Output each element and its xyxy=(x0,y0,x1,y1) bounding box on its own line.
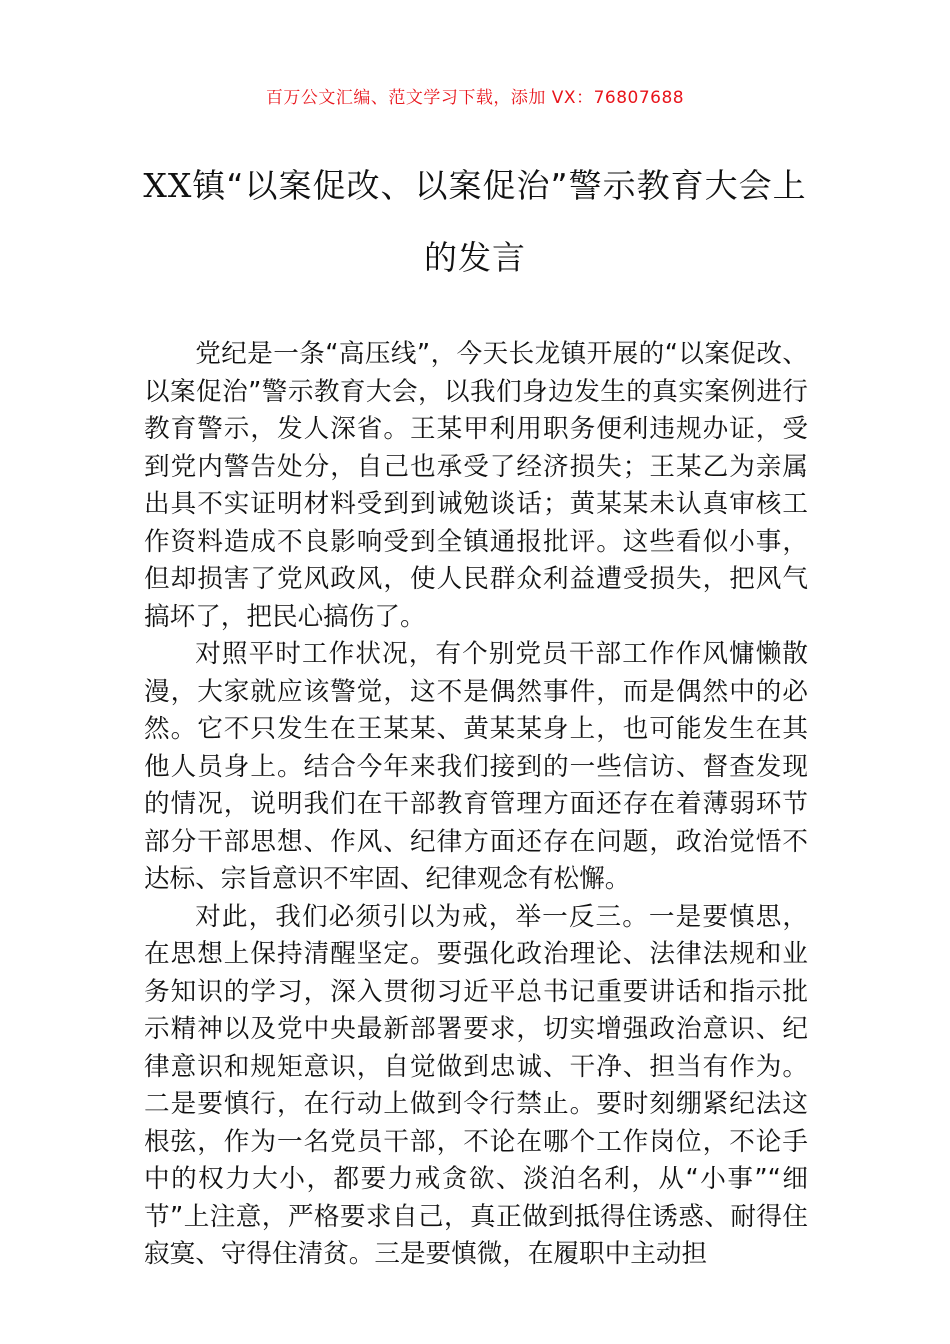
paragraph-3: 对此，我们必须引以为戒，举一反三。一是要慎思，在思想上保持清醒坚定。要强化政治理论、法律法规和业务知识的学习，深入贯彻习近平总书记重要讲话和指示批示精神以及党中央最新部署要求，切实增强政治意识、纪律意识和规矩意识，自觉做到忠诚、干净、担当有作为。二是要慎行，在行动上做到令行禁止。要时刻绷紧纪法这根弦，作为一名党员干部，不论在哪个工作岗位，不论手中的权力大小，都要力戒贪欲、淡泊名利，从“小事”“细节”上注意，严格要求自己，真正做到抵得住诱惑、耐得住寂寞、守得住清贫。三是要慎微，在履职中主动担 xyxy=(144,901,808,1269)
title-prefix: XX xyxy=(143,166,193,205)
document-title xyxy=(140,150,810,294)
header-watermark-note: 百万公文汇编、范文学习下载，添加 VX：76807688 xyxy=(265,88,685,108)
document-body xyxy=(144,336,808,1274)
paragraph-1: 党纪是一条“高压线”，今天长龙镇开展的“以案促改、以案促治”警示教育大会，以我们身边发生的真实案例进行教育警示，发人深省。王某甲利用职务便利违规办证，受到党内警告处分，自己也承受了经济损失；王某乙为亲属出具不实证明材料受到到诫勉谈话；黄某某未认真审核工作资料造成不良影响受到全镇通报批评。这些看似小事，但却损害了党风政风，使人民群众利益遭受损失，把风气搞坏了，把民心搞伤了。 xyxy=(144,339,808,632)
title-rest: 镇“以案促改、以案促治”警示教育大会上的发言 xyxy=(192,166,807,277)
paragraph-2: 对照平时工作状况，有个别党员干部工作作风慵懒散漫，大家就应该警觉，这不是偶然事件，而是偶然中的必然。它不只发生在王某某、黄某某身上，也可能发生在其他人员身上。结合今年来我们接到的一些信访、督查发现的情况，说明我们在干部教育管理方面还存在着薄弱环节部分干部思想、作风、纪律方面还存在问题，政治觉悟不达标、宗旨意识不牢固、纪律观念有松懈。 xyxy=(144,639,808,894)
